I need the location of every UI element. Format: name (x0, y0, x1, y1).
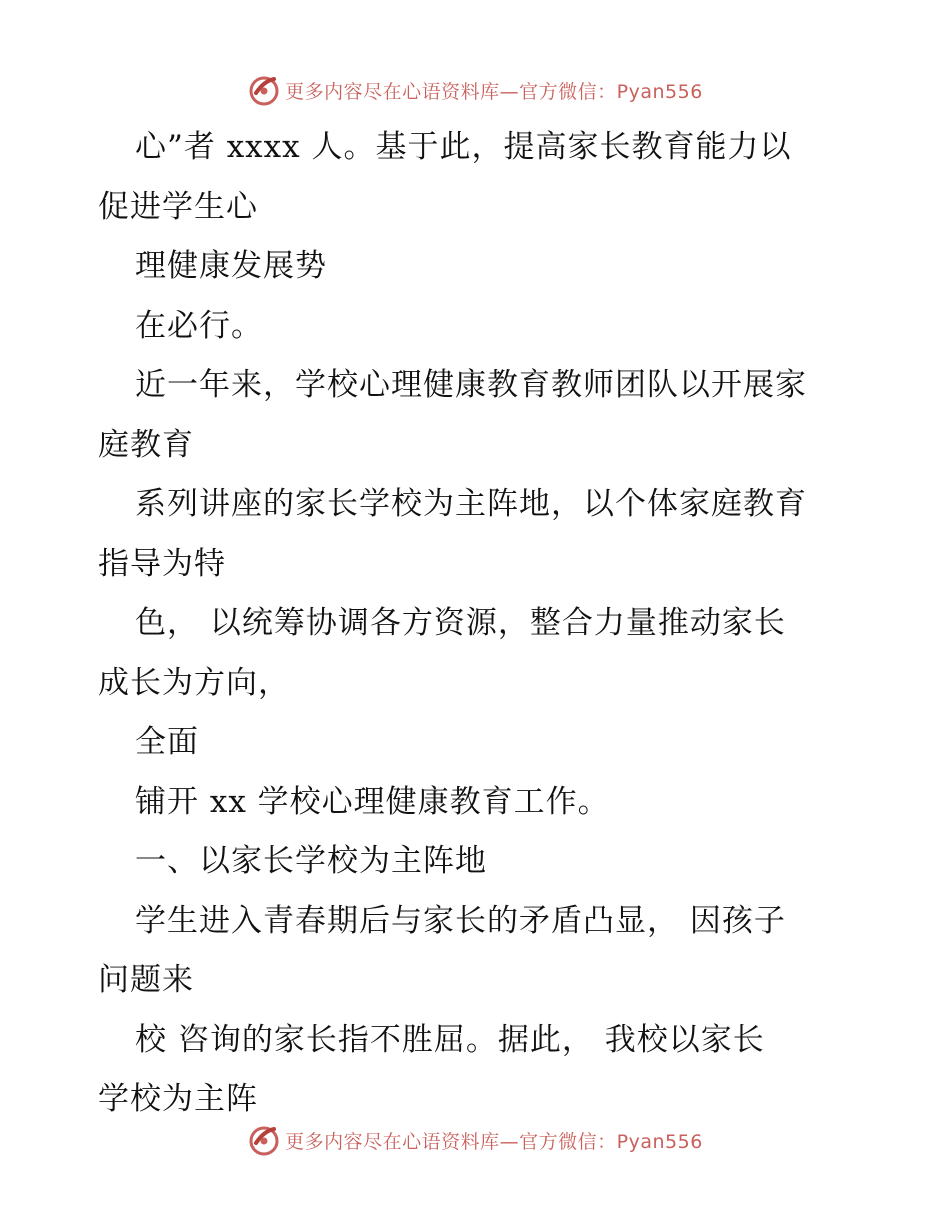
text-line: 铺开 xx 学校心理健康教育工作。 (135, 783, 610, 820)
text-line: 成长为方向， (98, 664, 290, 701)
text-line: 理健康发展势 (135, 248, 327, 284)
header-watermark-banner (0, 70, 950, 110)
text-line: 促进学生心 (98, 188, 258, 225)
text-line: 指导为特 (98, 545, 226, 582)
text-line: 校 咨询的家长指不胜屈。据此， 我校以家长 (135, 1021, 765, 1058)
text-line: 庭教育 (98, 426, 194, 463)
text-line: 一、以家长学校为主阵地 (135, 843, 487, 879)
text-line: 问题来 (98, 962, 194, 998)
brand-logo-icon (247, 1123, 281, 1157)
text-line: 全面 (135, 724, 199, 760)
text-line: 学生进入青春期后与家长的矛盾凸显， 因孩子 (135, 902, 786, 939)
document-body (98, 118, 858, 1130)
brand-logo-icon (247, 73, 281, 107)
footer-watermark-banner (0, 1120, 950, 1160)
footer-watermark-text: 更多内容尽在心语资料库—官方微信：Pyan556 (285, 1130, 703, 1153)
text-line: 在必行。 (135, 307, 263, 344)
text-line: 学校为主阵 (98, 1081, 258, 1117)
header-watermark-text: 更多内容尽在心语资料库—官方微信：Pyan556 (285, 80, 703, 103)
text-line: 色， 以统筹协调各方资源，整合力量推动家长 (135, 605, 786, 641)
text-line: 心”者 xxxx 人。基于此，提高家长教育能力以 (135, 129, 792, 165)
text-line: 系列讲座的家长学校为主阵地，以个体家庭教育 (135, 486, 807, 522)
text-line: 近一年来，学校心理健康教育教师团队以开展家 (135, 367, 807, 403)
